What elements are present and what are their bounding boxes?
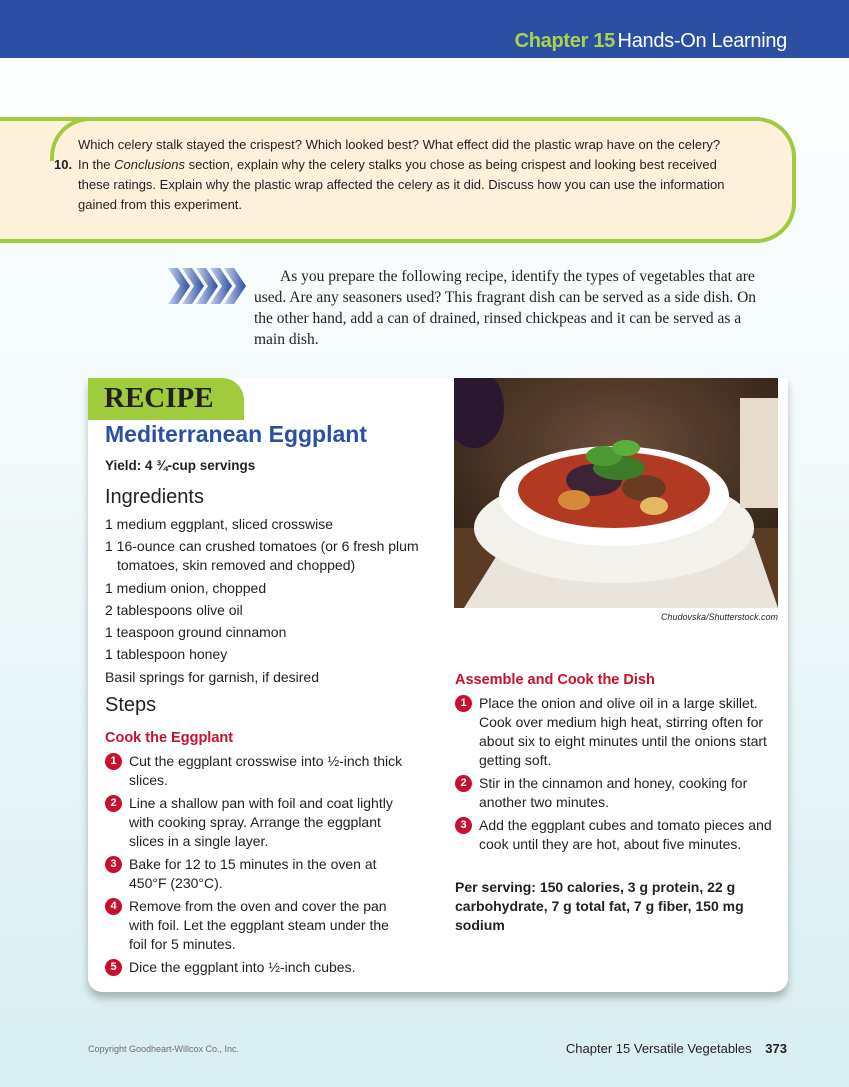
photo-credit: Chudovska/Shutterstock.com <box>660 612 778 622</box>
cook-step <box>105 855 405 893</box>
intro-paragraph: As you prepare the following recipe, identify the types of vegetables that are used. Are any seasoners used? This fragrant dish can be served as a side dish. On the other hand, add a can of drained, rinsed chickpeas and it can be served as a main dish. <box>254 268 757 348</box>
dish-illustration <box>454 378 778 608</box>
eggplant-dish-photo <box>454 378 778 608</box>
step-number-badge: 3 <box>105 856 122 873</box>
step-text: Line a shallow pan with foil and coat lightly with cooking spray. Arrange the eggplant slices in a single layer. <box>129 795 393 849</box>
ingredients-heading: Ingredients <box>105 486 204 508</box>
assemble-step <box>455 774 775 812</box>
ingredient-item: 1 16-ounce can crushed tomatoes (or 6 fresh plum tomatoes, skin removed and chopped) <box>105 538 419 574</box>
header-bar <box>0 0 849 58</box>
cook-step <box>105 794 405 851</box>
callout-question: Which celery stalk stayed the crispest? Which looked best? What effect did the plastic wrap have on the celery? <box>78 137 721 152</box>
item-prefix: In the <box>78 157 115 172</box>
cook-step <box>105 958 405 977</box>
step-number-badge: 2 <box>455 775 472 792</box>
item-number: 10. <box>54 157 73 172</box>
page-footer <box>566 1041 787 1056</box>
step-number-badge: 1 <box>455 695 472 712</box>
chapter-label: Chapter 15 <box>514 30 615 52</box>
recipe-card <box>88 378 788 992</box>
callout-text <box>54 135 738 215</box>
step-number-badge: 2 <box>105 795 122 812</box>
cook-step <box>105 752 405 790</box>
step-text: Dice the eggplant into ½-inch cubes. <box>129 959 356 975</box>
item-emphasis: Conclusions <box>114 157 185 172</box>
step-text: Stir in the cinnamon and honey, cooking for another two minutes. <box>479 775 748 810</box>
assemble-steps-list <box>455 694 775 858</box>
ingredient-item: Basil springs for garnish, if desired <box>105 668 319 685</box>
footer-chapter: Chapter 15 <box>565 1041 631 1056</box>
cook-eggplant-heading: Cook the Eggplant <box>105 730 234 746</box>
step-text: Add the eggplant cubes and tomato pieces and cook until they are hot, about five minutes. <box>479 817 772 852</box>
step-number-badge: 1 <box>105 753 122 770</box>
item-rest: section, explain why the celery stalks you chose as being crispest and looking best received these ratings. Explain why the plastic wrap affected the celery as it did. Discuss how you can use the information gained from this experiment. <box>78 157 725 212</box>
ingredient-item: 1 teaspoon ground cinnamon <box>105 624 287 641</box>
step-number-badge: 4 <box>105 898 122 915</box>
step-text: Bake for 12 to 15 minutes in the oven at 450°F (230°C). <box>129 856 377 891</box>
assemble-dish-heading: Assemble and Cook the Dish <box>455 672 655 688</box>
assemble-step <box>455 816 775 854</box>
recipe-title: Mediterranean Eggplant <box>105 421 367 447</box>
experiment-callout <box>0 117 796 243</box>
page-number: 373 <box>765 1041 787 1056</box>
assemble-step <box>455 694 775 770</box>
step-number-badge: 3 <box>455 817 472 834</box>
ingredients-list <box>105 515 425 690</box>
cook-steps-list <box>105 752 405 981</box>
copyright: Copyright Goodheart-Willcox Co., Inc. <box>88 1044 240 1054</box>
recipe-yield: Yield: 4 ¾-cup servings <box>105 458 256 473</box>
nutrition-info: Per serving: 150 calories, 3 g protein, 22 g carbohydrate, 7 g total fat, 7 g fiber, 150 mg sodium <box>455 879 744 933</box>
chapter-title: Hands-On Learning <box>617 30 787 52</box>
recipe-tab-label: RECIPE <box>104 382 214 414</box>
step-text: Cut the eggplant crosswise into ½-inch thick slices. <box>129 753 403 788</box>
step-number-badge: 5 <box>105 959 122 976</box>
ingredient-item: 2 tablespoons olive oil <box>105 601 243 618</box>
ingredient-item: 1 medium onion, chopped <box>105 579 267 596</box>
steps-heading: Steps <box>105 694 157 716</box>
footer-chapter-name: Versatile Vegetables <box>633 1041 752 1056</box>
step-text: Remove from the oven and cover the pan with foil. Let the eggplant steam under the foil for 5 minutes. <box>129 898 389 952</box>
chevron-arrows-icon <box>168 268 248 304</box>
cook-step <box>105 897 405 954</box>
step-text: Place the onion and olive oil in a large skillet. Cook over medium high heat, stirring often for about six to eight minutes until the onions start getting soft. <box>479 695 767 768</box>
callout-item-10 <box>54 155 738 215</box>
recipe-tab <box>88 378 244 420</box>
ingredient-item: 1 tablespoon honey <box>105 646 228 663</box>
ingredient-item: 1 medium eggplant, sliced crosswise <box>105 516 333 532</box>
